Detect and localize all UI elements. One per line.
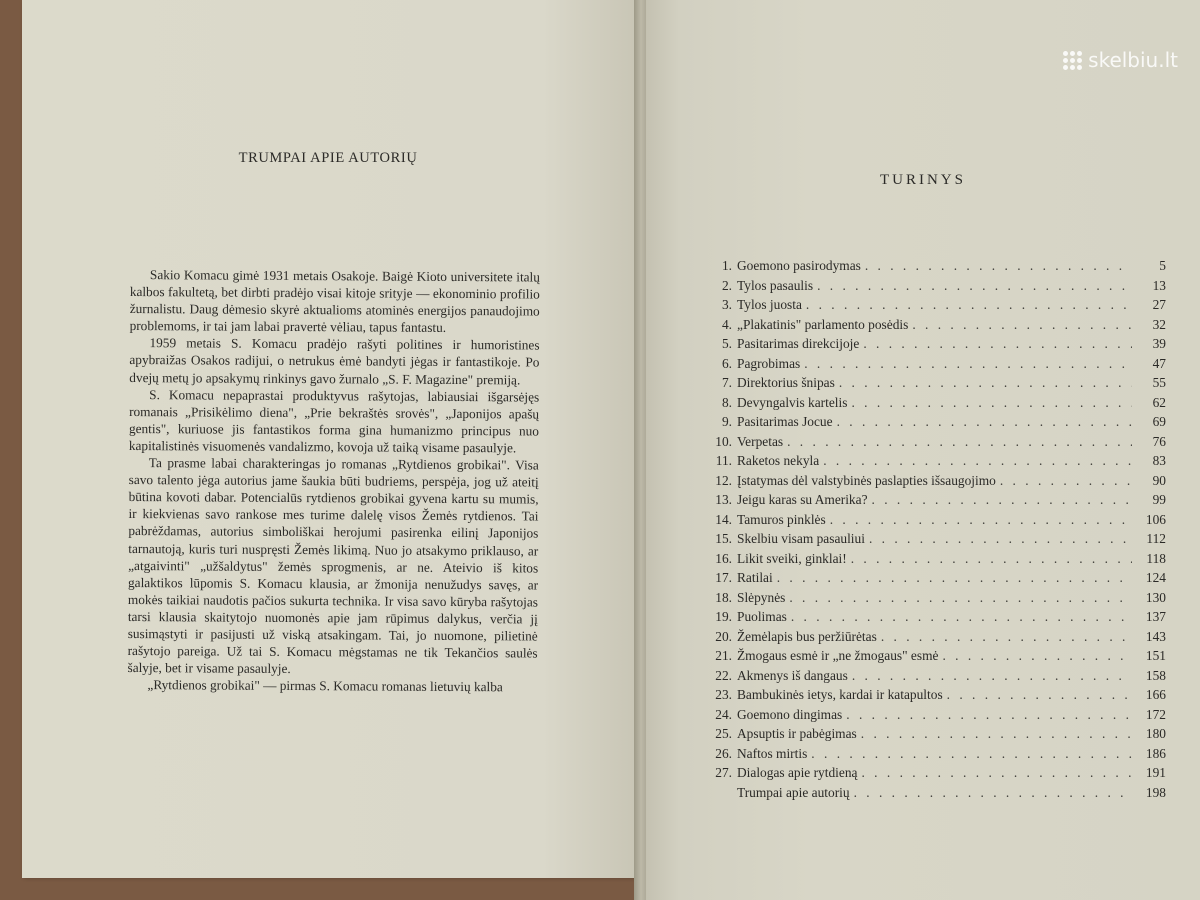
toc-entry	[708, 765, 1166, 785]
toc-leader-dots	[872, 492, 1132, 508]
toc-entry-number: 8.	[721, 394, 732, 410]
toc-entry	[708, 414, 1166, 434]
toc-entry-page: 112	[1146, 531, 1166, 546]
toc-leader-dots	[861, 765, 1132, 781]
toc-entry-title: Skelbiu visam pasauliui	[737, 531, 865, 546]
toc-entry-number: 11.	[715, 453, 732, 468]
toc-entry	[708, 609, 1166, 629]
toc-entry-number: 6.	[721, 355, 732, 371]
toc-entry-number: 1.	[721, 258, 732, 273]
toc-entry-title: Raketos nekyla	[737, 453, 820, 468]
toc-entry-page: 118	[1146, 550, 1166, 566]
toc-entry	[708, 629, 1166, 649]
toc-entry	[708, 492, 1166, 512]
toc-entry-title: Žmogaus esmė ir „ne žmogaus" esmė	[737, 648, 939, 663]
toc-entry-number: 19.	[715, 609, 732, 624]
toc-entry-title: Žemėlapis bus peržiūrėtas	[737, 628, 877, 644]
toc-leader-dots	[823, 453, 1132, 469]
watermark-text: skelbiu.lt	[1088, 48, 1178, 72]
table-of-contents	[708, 258, 1166, 804]
toc-leader-dots	[791, 609, 1132, 625]
toc-entry-number: 3.	[721, 297, 732, 312]
toc-entry-page: 180	[1145, 726, 1166, 741]
about-author-text	[127, 266, 540, 696]
toc-entry	[708, 668, 1166, 688]
toc-entry-number: 25.	[715, 726, 732, 741]
toc-leader-dots	[854, 785, 1132, 801]
toc-entry-title: Goemono pasirodymas	[737, 258, 861, 273]
toc-entry-number: 18.	[715, 589, 732, 605]
toc-entry-title: Slėpynės	[737, 589, 786, 605]
toc-entry	[708, 746, 1166, 766]
toc-entry-page: 69	[1152, 414, 1166, 429]
toc-leader-dots	[787, 434, 1132, 450]
toc-entry-title: Pasitarimas Jocue	[737, 414, 833, 429]
toc-entry-number: 21.	[715, 648, 732, 663]
toc-entry	[708, 317, 1166, 337]
paragraph: „Rytdienos grobikai" — pirmas S. Komacu romanas lietuvių kalba	[147, 677, 503, 695]
watermark	[1063, 48, 1178, 72]
toc-entry	[708, 297, 1166, 317]
toc-entry-number: 22.	[715, 667, 732, 683]
toc-entry-page: 198	[1145, 784, 1166, 800]
toc-entry-number: 23.	[715, 687, 732, 702]
toc-entry	[708, 531, 1166, 551]
dot-grid-logo-icon	[1063, 51, 1082, 70]
toc-entry-title: Pagrobimas	[737, 355, 801, 371]
toc-leader-dots	[865, 258, 1132, 274]
toc-entry-page: 166	[1145, 687, 1166, 702]
toc-entry	[708, 551, 1166, 571]
toc-entry-page: 5	[1159, 258, 1166, 273]
toc-entry-number: 16.	[715, 550, 732, 566]
toc-entry	[708, 512, 1166, 532]
right-page	[646, 0, 1200, 900]
toc-entry-title: Įstatymas dėl valstybinės paslapties išsaugojimo	[737, 472, 996, 488]
toc-entry-page: 55	[1152, 375, 1166, 390]
toc-entry-title: Apsuptis ir pabėgimas	[737, 726, 857, 741]
toc-entry-title: Tamuros pinklės	[737, 511, 826, 527]
paragraph: Ta prasme labai charakteringas jo romanas „Rytdienos grobikai". Visa savo talento jėga autorius jame šaukia būti budriems, perspėja, jog už ateitį būtina kovoti dabar. Potencialūs rytdienos grobikai gyvena kartu su mumis, ir kiekvienas savo rankose mes turime dalelę visos Žemės rytdienos. Tai pabrėždamas, autorius simboliškai herojumi pasirenka eilinį Japonijos tarnautoją, kuris turi nuspręsti Žemės likimą. Nuo jo atsakymo priklauso, ar „atgaivinti" „užšaldytus" žemės sprogmenis, ar ne. Ateivio iš kitos galaktikos lūpomis S. Komacu klausia, ar žmonija nenužudys savęs, ar mokės taikiai naudotis pačios sukurta technika. Ir visa savo kūryba rašytojas tarsi klausia skaitytojo nuomonės apie jam rūpimus dalykus, verčia jį susimąstyti ir pasijusti už viską atsakingam. Tai, jo nuomone, pilietinė rašytojo pareiga. Už tai S. Komacu mėgstamas ne tik Tekančios saulės šalyje, bet ir visame pasaulyje.	[127, 455, 539, 677]
toc-leader-dots	[777, 570, 1132, 586]
toc-entry-number: 24.	[715, 706, 732, 722]
toc-entry	[708, 648, 1166, 668]
toc-entry-number: 20.	[715, 628, 732, 644]
toc-entry-number: 17.	[715, 570, 732, 585]
toc-entry	[708, 336, 1166, 356]
toc-entry-page: 172	[1145, 706, 1166, 722]
toc-entry-page: 76	[1152, 433, 1166, 449]
toc-entry	[708, 687, 1166, 707]
toc-leader-dots	[837, 414, 1132, 430]
toc-entry-page: 158	[1145, 667, 1166, 683]
toc-leader-dots	[881, 629, 1132, 645]
toc-entry-number: 26.	[715, 745, 732, 761]
toc-entry-page: 13	[1152, 277, 1166, 293]
toc-entry-title: Tylos pasaulis	[737, 277, 814, 293]
toc-leader-dots	[863, 336, 1132, 352]
toc-entry-number: 14.	[715, 511, 732, 527]
toc-entry-title: Ratilai	[737, 570, 773, 585]
toc-entry	[708, 434, 1166, 454]
toc-entry-page: 47	[1152, 355, 1166, 371]
toc-entry	[708, 785, 1166, 805]
toc-entry-title: Tylos juosta	[737, 297, 802, 312]
contents-heading: TURINYS	[879, 172, 966, 188]
toc-entry-title: Pasitarimas direkcijoje	[737, 336, 860, 351]
toc-leader-dots	[817, 278, 1132, 294]
toc-entry-page: 143	[1145, 628, 1166, 644]
toc-entry-number: 7.	[721, 375, 732, 390]
toc-entry-page: 106	[1145, 511, 1166, 527]
toc-entry	[708, 707, 1166, 727]
toc-entry-number: 9.	[721, 414, 732, 429]
toc-entry	[708, 590, 1166, 610]
toc-entry-number: 13.	[715, 492, 732, 507]
toc-entry-title: Devyngalvis kartelis	[737, 394, 848, 410]
toc-entry-page: 186	[1145, 745, 1166, 761]
toc-entry-title: Direktorius šnipas	[737, 375, 835, 390]
toc-entry-title: Verpetas	[737, 433, 784, 449]
toc-entry-title: Naftos mirtis	[737, 745, 808, 761]
toc-entry-page: 27	[1152, 297, 1166, 312]
toc-entry-title: Goemono dingimas	[737, 706, 843, 722]
toc-entry-page: 124	[1145, 570, 1166, 585]
toc-leader-dots	[830, 512, 1132, 528]
toc-entry-number: 12.	[715, 472, 732, 488]
toc-entry-number: 27.	[715, 765, 732, 780]
toc-leader-dots	[1000, 473, 1132, 489]
toc-entry-title: Trumpai apie autorių	[737, 784, 850, 800]
toc-leader-dots	[947, 687, 1132, 703]
toc-leader-dots	[852, 668, 1132, 684]
toc-leader-dots	[869, 531, 1132, 547]
toc-entry-title: Bambukinės ietys, kardai ir katapultos	[737, 687, 943, 702]
toc-entry	[708, 278, 1166, 298]
toc-entry-page: 151	[1145, 648, 1166, 663]
toc-leader-dots	[789, 590, 1132, 606]
toc-entry	[708, 395, 1166, 415]
toc-entry-page: 62	[1152, 394, 1166, 410]
toc-entry-title: Akmenys iš dangaus	[737, 667, 848, 683]
toc-leader-dots	[839, 375, 1132, 391]
toc-leader-dots	[912, 317, 1132, 333]
toc-leader-dots	[942, 648, 1132, 664]
toc-entry	[708, 375, 1166, 395]
toc-entry-page: 130	[1145, 589, 1166, 605]
toc-entry-page: 90	[1152, 472, 1166, 488]
toc-entry	[708, 473, 1166, 493]
toc-leader-dots	[804, 356, 1132, 372]
toc-entry-number: 5.	[721, 336, 732, 351]
toc-entry-page: 39	[1152, 336, 1166, 351]
toc-entry-number: 15.	[715, 531, 732, 546]
toc-entry	[708, 356, 1166, 376]
toc-entry	[708, 453, 1166, 473]
toc-entry-page: 191	[1145, 765, 1166, 780]
toc-entry-number: 4.	[721, 316, 732, 332]
toc-leader-dots	[851, 551, 1132, 567]
toc-leader-dots	[811, 746, 1132, 762]
paragraph: 1959 metais S. Komacu pradėjo rašyti politines ir humoristines apybraižas Osakos radijui, o netrukus ėmė bandyti jėgas ir fantastikoje. Po dvejų metų jo apsakymų rinkinys gavo žurnalo „S. F. Magazine" premiją.	[129, 335, 540, 387]
toc-entry-title: „Plakatinis" parlamento posėdis	[737, 316, 909, 332]
paragraph: Sakio Komacu gimė 1931 metais Osakoje. Baigė Kioto universitete italų kalbos fakultetą, bet dirbti pradėjo visai kitoje srityje — ekonominio profilio žurnalistu. Daug dėmesio skyrė aktualioms atominės energijos panaudojimo problemoms, ir tai jam labai pravertė vėliau, tapus fantastu.	[129, 267, 540, 336]
toc-entry-title: Jeigu karas su Amerika?	[737, 492, 868, 507]
about-author-heading: TRUMPAI APIE AUTORIŲ	[238, 150, 418, 166]
left-page	[22, 0, 634, 878]
toc-entry	[708, 570, 1166, 590]
toc-entry	[708, 258, 1166, 278]
toc-entry	[708, 726, 1166, 746]
toc-leader-dots	[851, 395, 1132, 411]
toc-entry-title: Puolimas	[737, 609, 787, 624]
toc-leader-dots	[806, 297, 1132, 313]
toc-entry-page: 32	[1152, 316, 1166, 332]
toc-entry-page: 137	[1145, 609, 1166, 624]
toc-entry-title: Likit sveiki, ginklai!	[737, 550, 847, 566]
toc-entry-page: 83	[1152, 453, 1166, 468]
paragraph: S. Komacu nepaprastai produktyvus rašytojas, labiausiai išgarsėjęs romanais „Prisikėlimo diena", „Prie bekraštės srovės", „Japonijos apašų gentis", kuriuose jis fantastikos forma gina humanizmo principus nuo kapitalistinės visuomenės vandalizmo, kovoja už taiką visame pasaulyje.	[128, 386, 540, 456]
toc-leader-dots	[846, 707, 1132, 723]
toc-entry-number: 2.	[721, 277, 732, 293]
toc-leader-dots	[861, 726, 1132, 742]
toc-entry-page: 99	[1152, 492, 1166, 507]
toc-entry-number: 10.	[715, 433, 732, 449]
toc-entry-title: Dialogas apie rytdieną	[737, 765, 858, 780]
